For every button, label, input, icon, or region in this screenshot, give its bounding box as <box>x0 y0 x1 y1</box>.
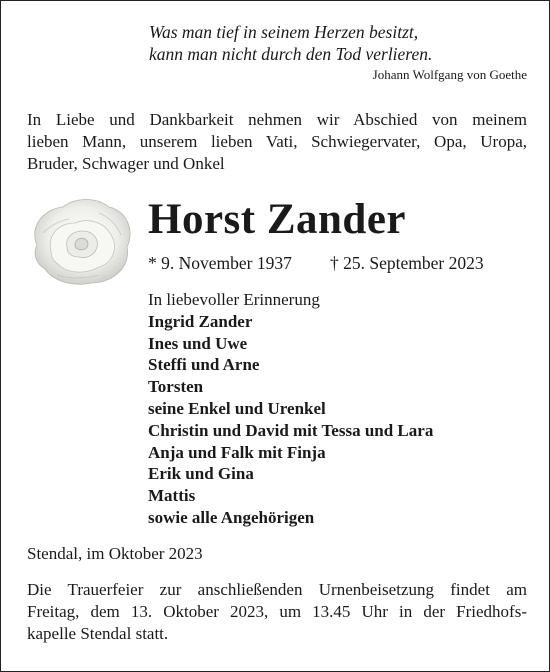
quote-author: Johann Wolfgang von Goethe <box>372 67 527 82</box>
mourner-name: Mattis <box>148 486 196 506</box>
death-date: † 25. September 2023 <box>330 253 484 273</box>
life-dates <box>148 252 508 274</box>
mourners-lead: In liebevoller Erinnerung <box>148 290 320 309</box>
mourner-name: Ingrid Zander <box>148 311 253 331</box>
birth-date: * 9. November 1937 <box>148 253 292 273</box>
intro-line-3: Bruder, Schwager und Onkel <box>27 154 225 173</box>
service-line-1: Die Trauerfeier zur anschließenden Urnenbeisetzung findet am <box>27 580 527 599</box>
service-line-3: kapelle Stendal statt. <box>27 624 169 643</box>
service-line-2: Freitag, dem 13. Oktober 2023, um 13.45 Uhr in der Friedhofs- <box>27 602 527 621</box>
service-info <box>27 579 527 645</box>
mourner-name: Steffi und Arne <box>148 355 260 375</box>
mourner-name: sowie alle Angehörigen <box>148 507 315 527</box>
mourner-name: Christin und David mit Tessa und Lara <box>148 420 434 440</box>
mourner-name: seine Enkel und Urenkel <box>148 398 326 418</box>
quote <box>149 21 519 65</box>
quote-line-1: Was man tief in seinem Herzen besitzt, <box>149 22 419 42</box>
intro-line-1: In Liebe und Dankbarkeit nehmen wir Abschied von meinem <box>27 110 527 129</box>
mourner-name: Ines und Uwe <box>148 333 248 353</box>
place-and-date: Stendal, im Oktober 2023 <box>27 544 203 563</box>
mourners-list <box>148 289 528 529</box>
mourner-name: Erik und Gina <box>148 464 254 484</box>
intro-text <box>27 109 527 175</box>
mourner-name: Anja und Falk mit Finja <box>148 442 326 462</box>
white-rose-icon <box>29 195 135 287</box>
quote-line-2: kann man nicht durch den Tod verlieren. <box>149 44 433 64</box>
intro-line-2: lieben Mann, unserem lieben Vati, Schwiegervater, Opa, Uropa, <box>27 132 527 151</box>
mourner-name: Torsten <box>148 377 204 397</box>
deceased-name: Horst Zander <box>148 196 407 243</box>
